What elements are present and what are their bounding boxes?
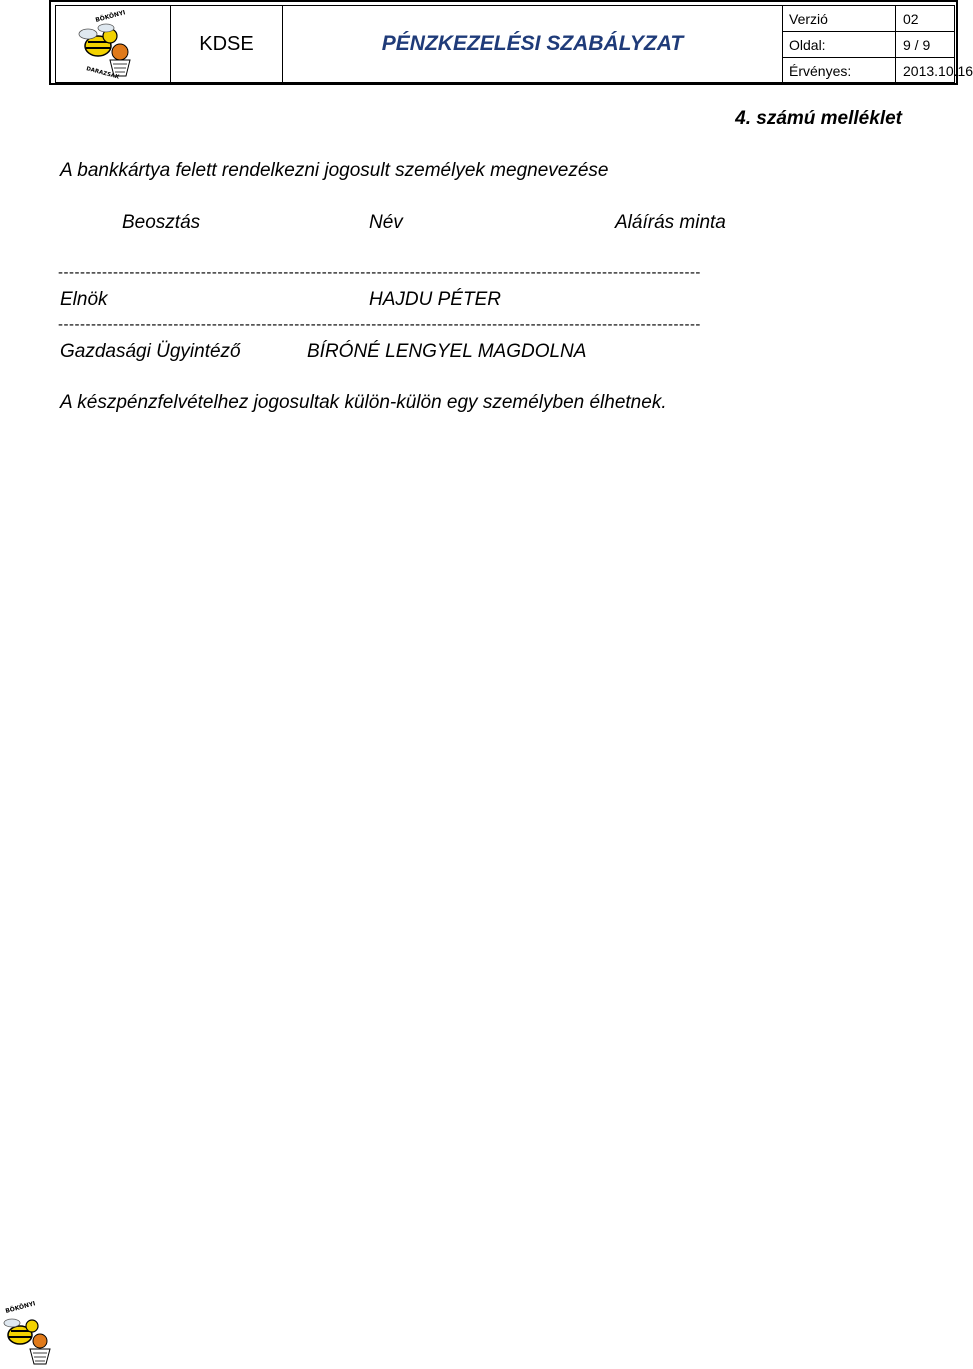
document-info [783,5,973,83]
intro-text: A bankkártya felett rendelkezni jogosult személyek megnevezése [60,160,609,181]
row-position: Gazdasági Ügyintéző [60,341,241,362]
column-signature: Aláírás minta [615,212,726,233]
club-logo-icon [58,8,168,82]
footer-logo-icon [0,1301,60,1367]
valid-from-row: Érvényes: 2013.10.16 [789,63,973,79]
column-position: Beosztás [122,212,201,233]
note-text: A készpénzfelvételhez jogosultak külön-külön egy személyben élhetnek. [60,392,667,413]
attachment-label: 4. számú melléklet [735,108,902,129]
separator-line: --------------------------------------------------------------------------------------------------------------------- [58,264,701,281]
svg-text:DARAZSAK: DARAZSAK [85,66,120,81]
column-name: Név [369,212,403,233]
version-row: Verzió 02 [783,6,954,32]
document-title: PÉNZKEZELÉSI SZABÁLYZAT [283,5,783,83]
document-header [49,0,973,85]
svg-text:BÖKÖNYI: BÖKÖNYI [4,1300,37,1315]
org-name: KDSE [170,5,283,83]
page-row: Oldal: 9 / 9 [783,32,954,58]
svg-text:BÖKÖNYI: BÖKÖNYI [94,9,127,24]
row-name: HAJDU PÉTER [369,289,501,310]
logo-cell [55,5,170,83]
row-name: BÍRÓNÉ LENGYEL MAGDOLNA [307,341,587,362]
row-position: Elnök [60,289,108,310]
separator-line: --------------------------------------------------------------------------------------------------------------------- [58,316,701,333]
